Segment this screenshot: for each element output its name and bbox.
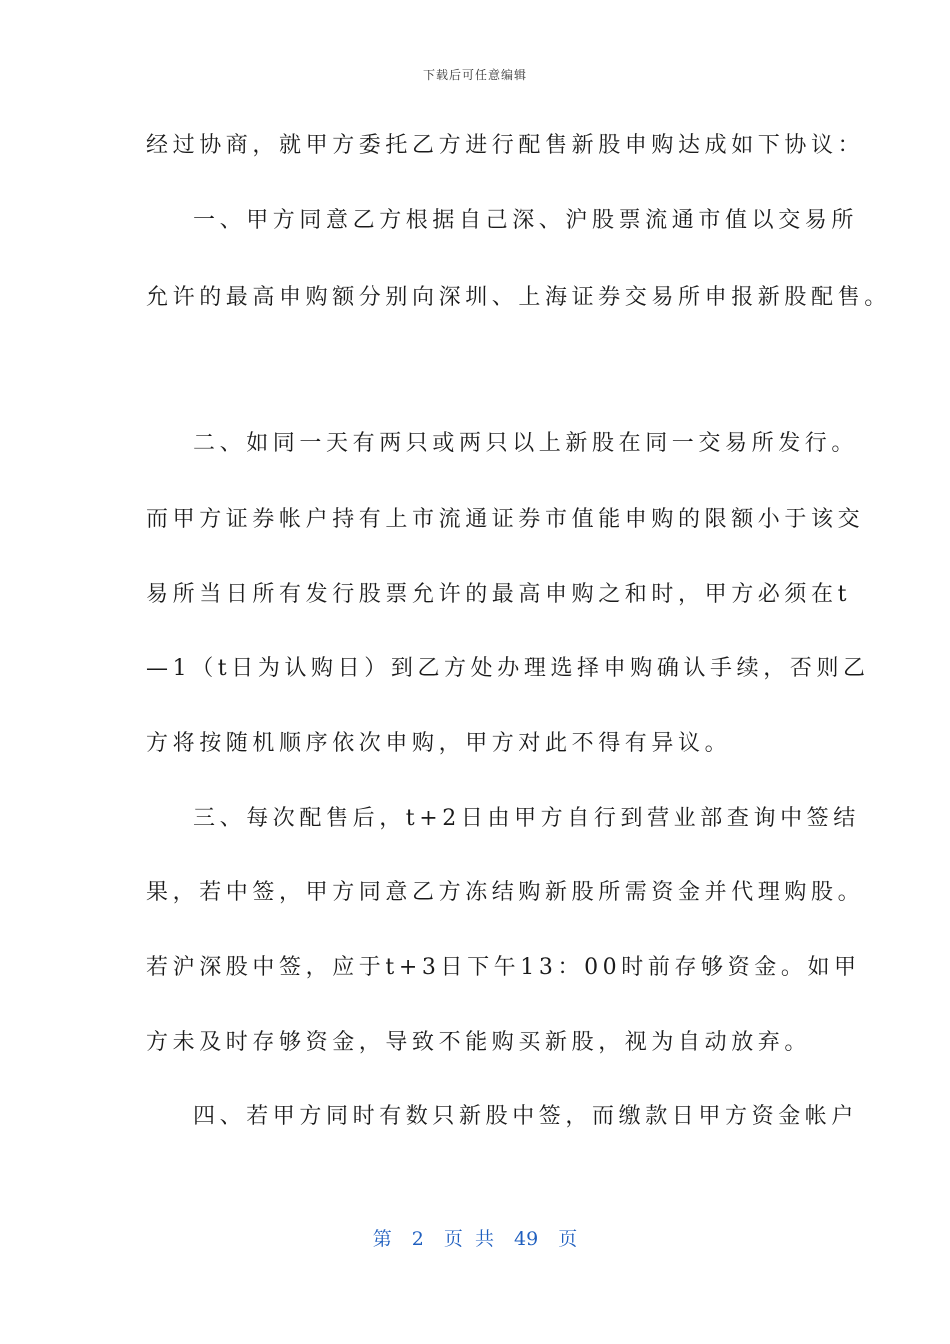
clause-2-line-4: —1（t日为认购日）到乙方处办理选择申购确认手续，否则乙: [146, 656, 870, 681]
clause-2-line-5: 方将按随机顺序依次申购，甲方对此不得有异议。: [146, 731, 732, 756]
clause-2-line-2: 而甲方证券帐户持有上市流通证券市值能申购的限额小于该交: [146, 507, 865, 532]
clause-4-line-1: 四、若甲方同时有数只新股中签，而缴款日甲方资金帐户: [193, 1104, 859, 1129]
clause-1-line-1: 一、甲方同意乙方根据自己深、沪股票流通市值以交易所: [193, 208, 859, 233]
clause-3-line-4: 方未及时存够资金，导致不能购买新股，视为自动放弃。: [146, 1030, 812, 1055]
clause-3-line-3: 若沪深股中签，应于t+3日下午13：00时前存够资金。如甲: [146, 955, 861, 980]
page-total: 49: [514, 1228, 539, 1250]
page-current: 2: [411, 1228, 424, 1250]
page-label-mid: 页 共: [443, 1228, 494, 1250]
clause-3-line-2: 果，若中签，甲方同意乙方冻结购新股所需资金并代理购股。: [146, 880, 865, 905]
clause-3-line-1: 三、每次配售后，t+2日由甲方自行到营业部查询中签结: [193, 806, 860, 831]
page-label-suffix: 页: [558, 1228, 578, 1250]
clause-1-line-2: 允许的最高申购额分别向深圳、上海证券交易所申报新股配售。: [146, 285, 891, 310]
paragraph-intro-line: 经过协商，就甲方委托乙方进行配售新股申购达成如下协议：: [146, 133, 865, 158]
clause-2-line-3: 易所当日所有发行股票允许的最高申购之和时，甲方必须在t: [146, 582, 852, 607]
page-header-note: 下载后可任意编辑: [422, 68, 527, 82]
page-number-footer: [0, 1224, 950, 1251]
page-label-prefix: 第: [372, 1228, 392, 1250]
clause-2-line-1: 二、如同一天有两只或两只以上新股在同一交易所发行。: [193, 431, 859, 456]
